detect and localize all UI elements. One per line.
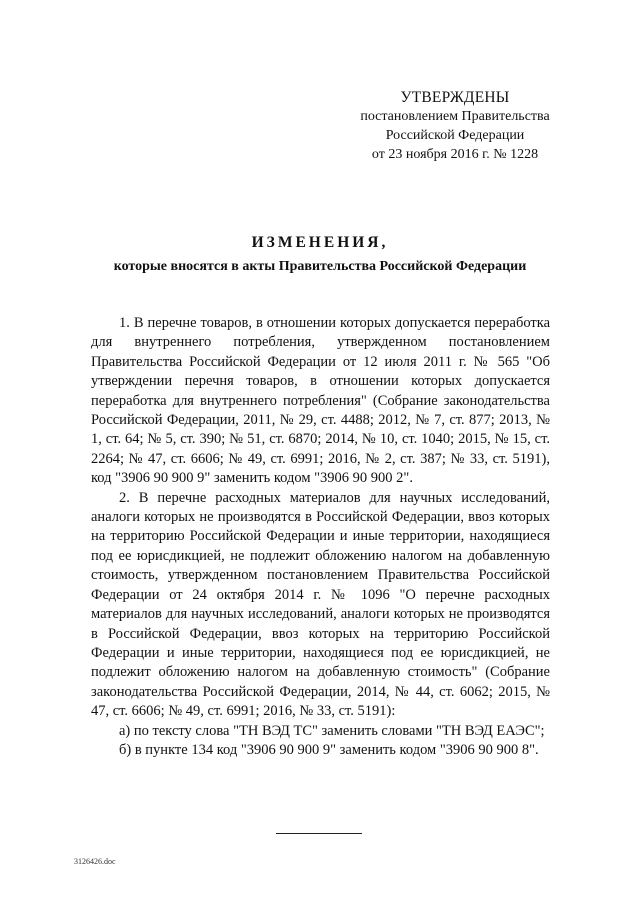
end-divider <box>276 833 362 834</box>
approval-heading: УТВЕРЖДЕНЫ <box>400 89 510 106</box>
file-reference: 3126426.doc <box>74 857 116 866</box>
approval-block <box>340 88 570 164</box>
approval-line-2: Российской Федерации <box>385 128 525 143</box>
paragraph-2: 2. В перечне расходных материалов для научных исследований, аналоги которых не производятся в Российской Федерации, ввоз которых на территорию Российской Федерации и иные территории, находящиеся под ее юрисдикцией, не подлежит обложению налогом на добавленную стоимость, утвержденном постановлением Правительства Российской Федерации от 24 октября 2014 г. № 1096 "О перечне расходных материалов для научных исследований, аналоги которых не производятся в Российской Федерации, ввоз которых на территорию Российской Федерации и иные территории, находящиеся под ее юрисдикцией, не подлежит обложению налогом на добавленную стоимость" (Собрание законодательства Российской Федерации, 2014, № 44, ст. 6062; 2015, № 47, ст. 6606; № 49, ст. 6991; 2016, № 33, ст. 5191): <box>91 489 550 720</box>
document-subtitle: которые вносятся в акты Правительства Российской Федерации <box>113 259 527 274</box>
item-a: а) по тексту слова "ТН ВЭД ТС" заменить словами "ТН ВЭД ЕАЭС"; <box>119 722 545 739</box>
approval-line-3: от 23 ноября 2016 г. № 1228 <box>371 147 539 162</box>
document-title: ИЗМЕНЕНИЯ, <box>251 234 389 251</box>
paragraph-1: 1. В перечне товаров, в отношении которых допускается переработка для внутреннего потребления, утвержденном постановлением Правительства Российской Федерации от 12 июля 2011 г. № 565 "Об утверждении перечня товаров, в отношении которых допускается переработка для внутреннего потребления" (Собрание законодательства Российской Федерации, 2011, № 29, ст. 4488; 2012, № 7, ст. 877; 2013, № 1, ст. 64; № 5, ст. 390; № 51, ст. 6870; 2014, № 10, ст. 1040; 2015, № 15, ст. 2264; № 47, ст. 6606; № 49, ст. 6991; 2016, № 2, ст. 387; № 33, ст. 5191), код "3906 90 900 9" заменить кодом "3906 90 900 2". <box>91 315 550 487</box>
approval-line-1: постановлением Правительства <box>360 109 550 124</box>
item-b: б) в пункте 134 код "3906 90 900 9" заменить кодом "3906 90 900 8". <box>119 741 539 758</box>
document-body <box>91 314 550 760</box>
